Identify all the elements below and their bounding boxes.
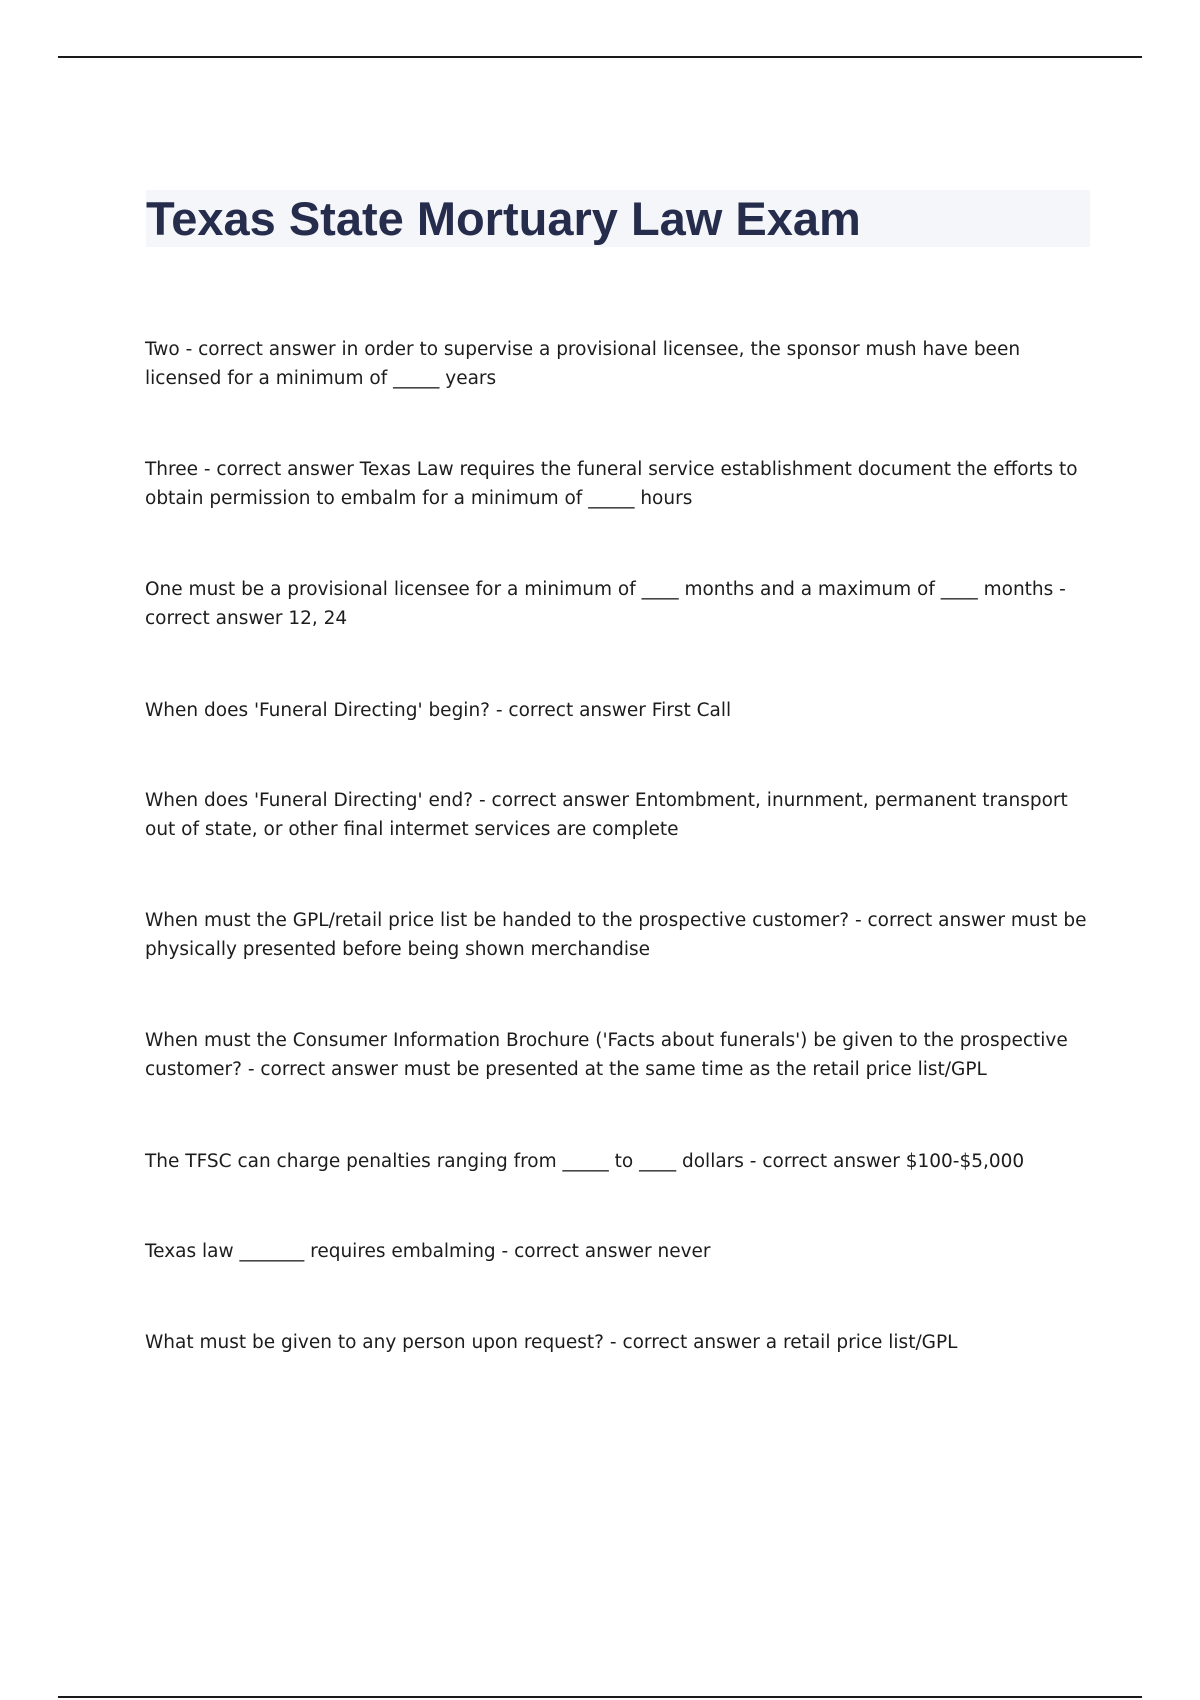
qa-item: When does 'Funeral Directing' end? - correct answer Entombment, inurnment, permanent transport out of state, or other final intermet services are complete — [145, 790, 1068, 840]
qa-item: The TFSC can charge penalties ranging from _____ to ____ dollars - correct answer $100-$5,000 — [145, 1151, 1025, 1172]
page-title: Texas State Mortuary Law Exam — [146, 192, 861, 245]
bottom-rule — [58, 1696, 1142, 1698]
qa-item: When must the Consumer Information Brochure ('Facts about funerals') be given to the prospective customer? - correct answer must be presented at the same time as the retail price list/GPL — [145, 1030, 1068, 1080]
top-rule — [58, 56, 1142, 58]
qa-item: What must be given to any person upon request? - correct answer a retail price list/GPL — [145, 1332, 958, 1353]
qa-item: One must be a provisional licensee for a minimum of ____ months and a maximum of ____ months - correct answer 12, 24 — [145, 579, 1066, 629]
qa-item: Three - correct answer Texas Law requires the funeral service establishment document the efforts to obtain permission to embalm for a minimum of _____ hours — [145, 459, 1078, 509]
qa-item: Texas law _______ requires embalming - correct answer never — [145, 1241, 711, 1262]
qa-item: When must the GPL/retail price list be handed to the prospective customer? - correct answer must be physically presented before being shown merchandise — [145, 910, 1087, 960]
qa-item: When does 'Funeral Directing' begin? - correct answer First Call — [145, 700, 732, 721]
qa-item: Two - correct answer in order to supervise a provisional licensee, the sponsor mush have been licensed for a minimum of _____ years — [145, 339, 1021, 389]
